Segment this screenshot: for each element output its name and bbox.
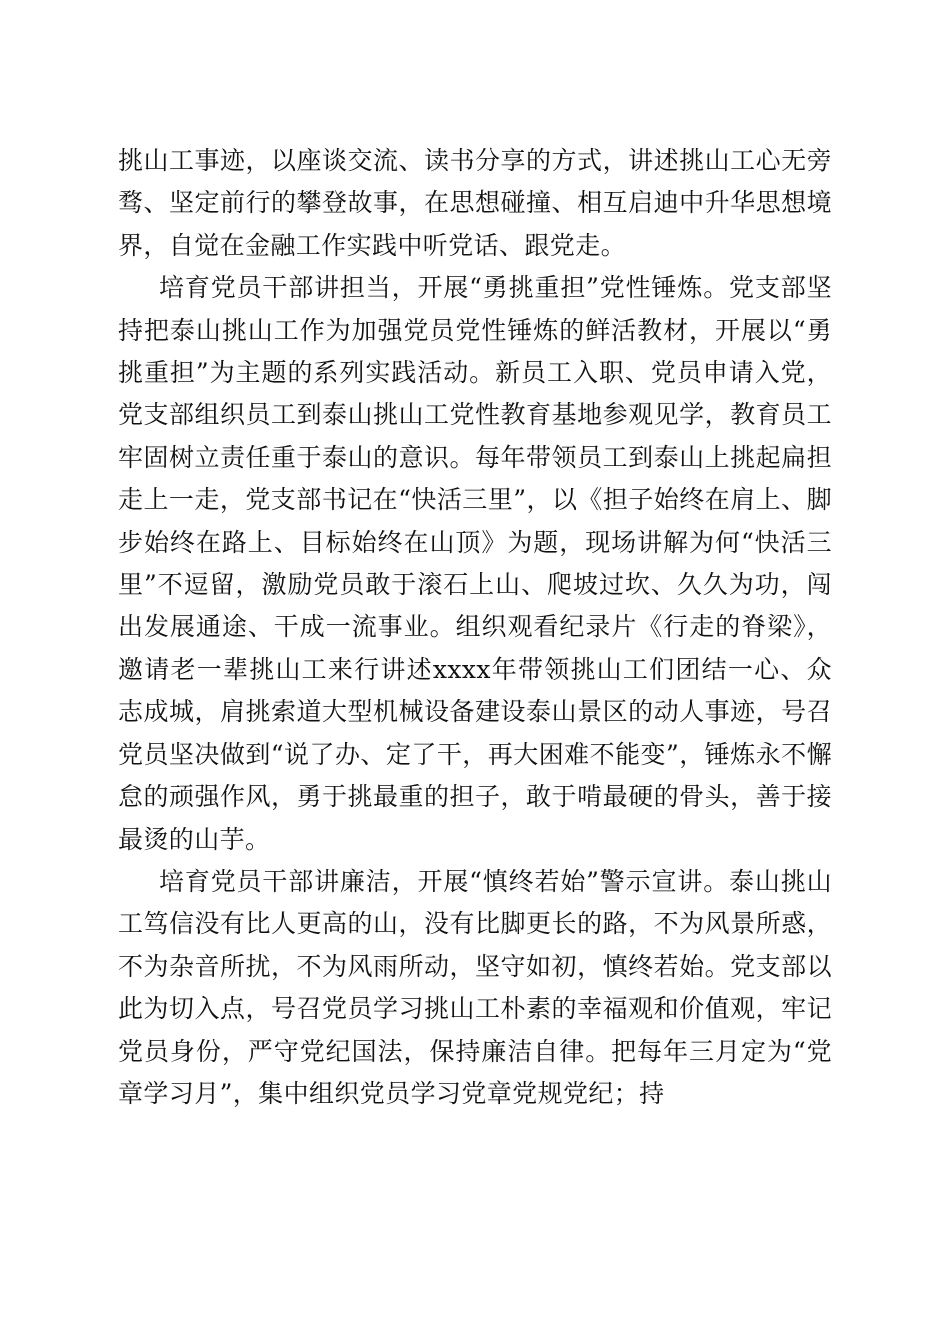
document-body [118,140,832,1115]
paragraph-1: 挑山工事迹，以座谈交流、读书分享的方式，讲述挑山工心无旁骛、坚定前行的攀登故事，在思想碰撞、相互启迪中升华思想境界，自觉在金融工作实践中听党话、跟党走。 [118,146,832,260]
paragraph-3: 培育党员干部讲廉洁，开展“慎终若始”警示宣讲。泰山挑山工笃信没有比人更高的山，没有比脚更长的路，不为风景所惑，不为杂音所扰，不为风雨所动，坚守如初，慎终若始。党支部以此为切入点，号召党员学习挑山工朴素的幸福观和价值观，牢记党员身份，严守党纪国法，保持廉洁自律。把每年三月定为“党章学习月”，集中组织党员学习党章党规党纪；持 [118,866,832,1108]
paragraph-2: 培育党员干部讲担当，开展“勇挑重担”党性锤炼。党支部坚持把泰山挑山工作为加强党员党性锤炼的鲜活教材，开展以“勇挑重担”为主题的系列实践活动。新员工入职、党员申请入党，党支部组织员工到泰山挑山工党性教育基地参观见学，教育员工牢固树立责任重于泰山的意识。每年带领员工到泰山上挑起扁担走上一走，党支部书记在“快活三里”，以《担子始终在肩上、脚步始终在路上、目标始终在山顶》为题，现场讲解为何“快活三里”不逗留，激励党员敢于滚石上山、爬坡过坎、久久为功，闯出发展通途、干成一流事业。组织观看纪录片《行走的脊梁》，邀请老一辈挑山工来行讲述xxxx年带领挑山工们团结一心、众志成城，肩挑索道大型机械设备建设泰山景区的动人事迹，号召党员坚决做到“说了办、定了干，再大困难不能变”，锤炼永不懈怠的顽强作风，勇于挑最重的担子，敢于啃最硬的骨头，善于接最烫的山芋。 [118,273,832,854]
